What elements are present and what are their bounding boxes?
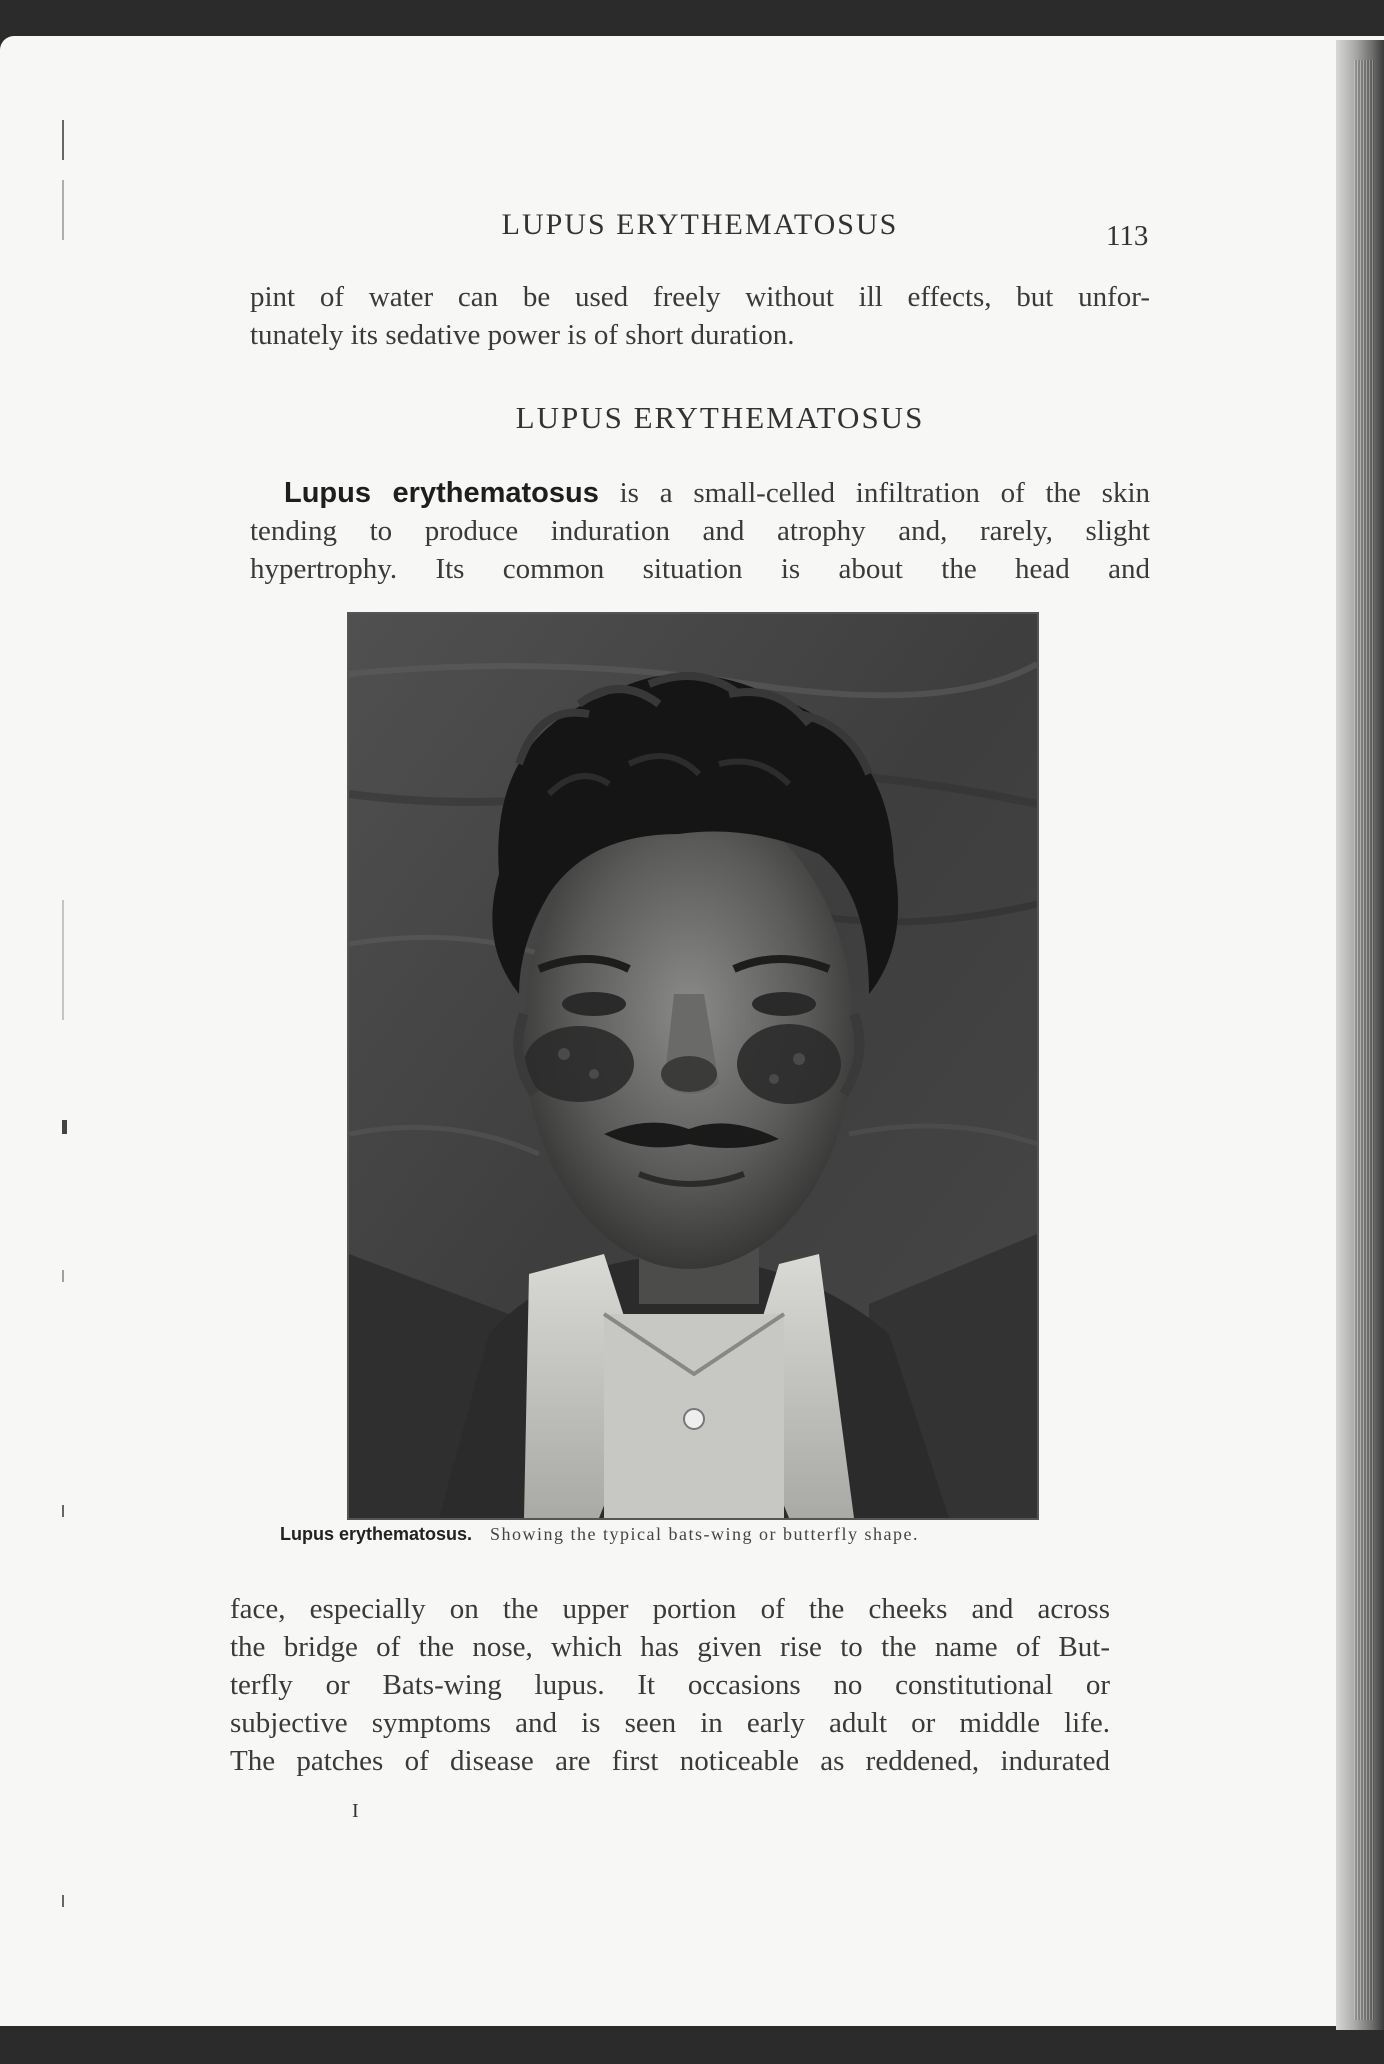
text-line: face, especially on the upper portion of the cheeks and across (230, 1593, 1110, 1625)
photograph-illustration (349, 614, 1037, 1518)
margin-mark (62, 1270, 64, 1282)
text-line: subjective symptoms and is seen in early adult or middle life. (230, 1707, 1110, 1739)
bold-term: Lupus erythematosus (284, 477, 599, 509)
text-line: pint of water can be used freely without ill effects, but unfor- (250, 281, 1150, 313)
text-line: tending to produce induration and atrophy and, rarely, slight (250, 515, 1150, 547)
continuation-paragraph (230, 1590, 1110, 1780)
section-title: LUPUS ERYTHEMATOSUS (515, 400, 925, 435)
caption-text: Showing the typical bats-wing or butterfly shape. (490, 1524, 919, 1544)
margin-mark (62, 900, 64, 1020)
margin-mark (62, 180, 64, 240)
text-line (250, 474, 1150, 512)
text-line: hypertrophy. Its common situation is about the head and (250, 553, 1150, 585)
caption-term: Lupus erythematosus. (280, 1524, 473, 1544)
figure-caption (280, 1524, 1100, 1545)
text-span: is a small-celled infiltration of the skin (598, 477, 1151, 509)
definition-paragraph (250, 474, 1150, 588)
margin-mark (62, 120, 64, 160)
page-number: 113 (1106, 220, 1149, 252)
running-head: LUPUS ERYTHEMATOSUS (501, 208, 899, 241)
text-line: tunately its sedative power is of short duration. (250, 319, 795, 351)
portrait-photograph (347, 612, 1039, 1520)
text-line: The patches of disease are first noticeable as reddened, indurated (230, 1745, 1110, 1777)
margin-mark (62, 1120, 67, 1134)
margin-mark (62, 1505, 64, 1517)
signature-mark: I (352, 1800, 359, 1822)
text-line: the bridge of the nose, which has given rise to the name of But- (230, 1631, 1110, 1663)
page-edges (1354, 60, 1374, 2020)
intro-paragraph (250, 278, 1150, 354)
text-line: terfly or Bats-wing lupus. It occasions no constitutional or (230, 1669, 1110, 1701)
margin-mark (62, 1895, 64, 1907)
